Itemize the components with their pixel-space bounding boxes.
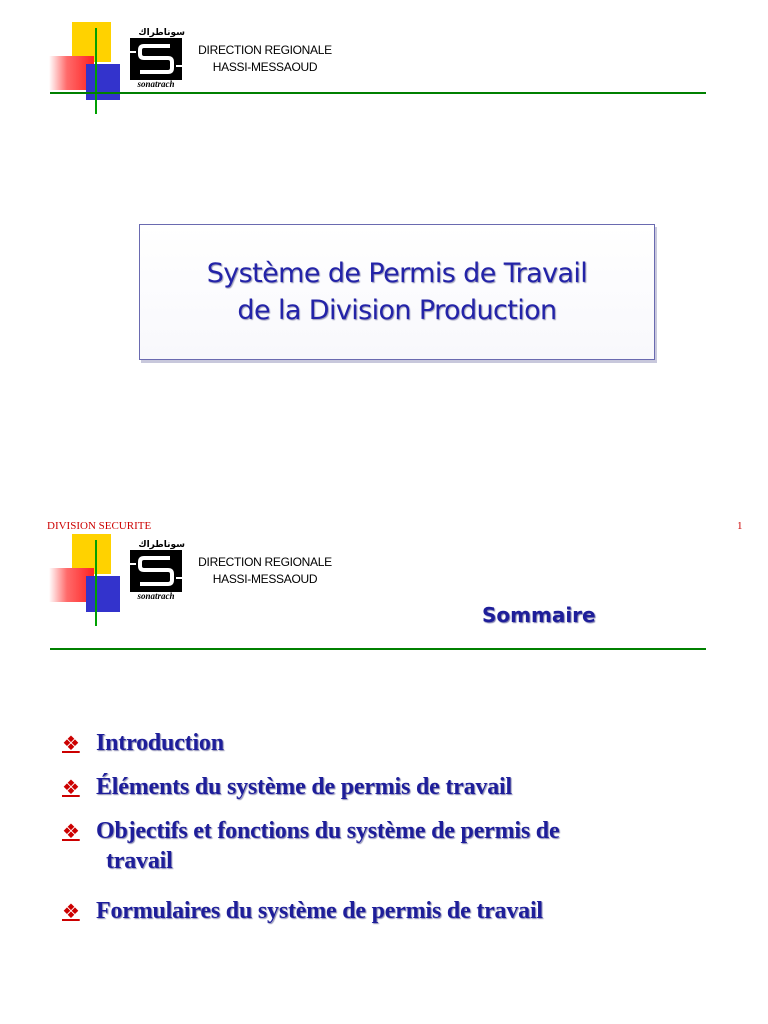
diamond-four-dots-icon: ❖ [62, 819, 80, 843]
sonatrach-logo [127, 28, 185, 92]
list-item-label: Formulaires du système de permis de travail [96, 898, 543, 924]
list-item [62, 728, 742, 758]
list-item-label: Éléments du système de permis de travail [96, 774, 512, 800]
organization-name [190, 554, 340, 588]
table-of-contents [62, 728, 742, 926]
sonatrach-s-icon [130, 38, 182, 80]
page-number: 1 [737, 520, 743, 532]
header-divider-line [50, 92, 706, 94]
logo-brand-text: sonatrach [137, 79, 175, 89]
header-decoration [0, 512, 130, 612]
list-item-label: Objectifs et fonctions du système de permis de [96, 818, 560, 844]
title-line-2: de la Division Production [237, 295, 557, 326]
logo-arabic-text: سوناطراك [138, 540, 185, 550]
slide-heading: Sommaire [482, 603, 596, 627]
list-item [62, 896, 742, 926]
list-item [62, 772, 742, 802]
logo-arabic-text: سوناطراك [138, 28, 185, 38]
header-decoration [0, 0, 130, 100]
list-item [62, 816, 742, 876]
vertical-green-line [95, 540, 97, 626]
organization-name [190, 42, 340, 76]
org-line-1: DIRECTION REGIONALE [198, 555, 332, 569]
diamond-four-dots-icon: ❖ [62, 775, 80, 799]
org-line-2: HASSI-MESSAOUD [212, 60, 318, 74]
list-item-label: Introduction [96, 730, 224, 756]
header-divider-line [50, 648, 706, 650]
diamond-four-dots-icon: ❖ [62, 731, 80, 755]
footer-division-label: DIVISION SECURITE [47, 520, 152, 532]
blue-square [86, 64, 120, 100]
title-box [139, 224, 655, 360]
org-line-1: DIRECTION REGIONALE [198, 43, 332, 57]
sonatrach-s-icon [130, 550, 182, 592]
logo-brand-text: sonatrach [137, 591, 175, 601]
org-line-2: HASSI-MESSAOUD [212, 572, 318, 586]
list-item-continuation: travail [106, 848, 173, 874]
title-line-1: Système de Permis de Travail [206, 258, 588, 289]
slide-2 [0, 512, 768, 1024]
blue-square [86, 576, 120, 612]
vertical-green-line [95, 28, 97, 114]
slide-title [140, 255, 654, 329]
diamond-four-dots-icon: ❖ [62, 899, 80, 923]
sonatrach-logo [127, 540, 185, 604]
